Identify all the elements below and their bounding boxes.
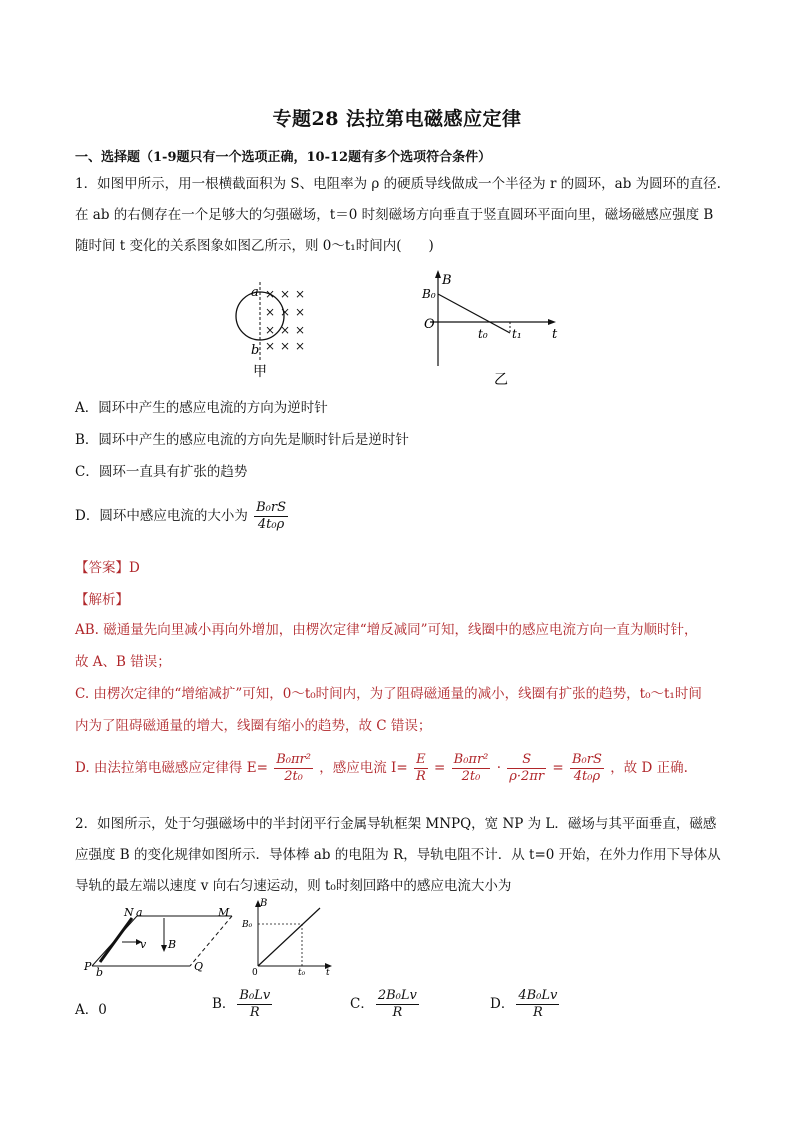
y-axis-arrow [435, 270, 441, 278]
svg-text:×: × [295, 287, 306, 301]
q1-figure-jia [225, 276, 325, 381]
fraction-numerator: B₀rS [256, 500, 287, 515]
q1-option-a: A．圆环中产生的感应电流的方向为逆时针 [75, 400, 328, 416]
field-arrow-head [161, 945, 167, 952]
fraction-numerator: E [414, 752, 428, 769]
svg-text:×: × [295, 323, 306, 337]
option-prefix: D． [490, 996, 515, 1012]
fraction-denominator: 4t₀ρ [573, 769, 601, 784]
formula-fraction-3 [452, 752, 491, 785]
fraction-numerator: B₀πr² [276, 752, 311, 767]
formula-suffix: ，故 D 正确. [610, 760, 688, 776]
q2-text-line-1: 2．如图所示，处于匀强磁场中的半封闭平行金属导轨框架 MNPQ，宽 NP 为 L．磁场与其平面垂直，磁感 [75, 816, 717, 832]
axis-label-t: t [552, 327, 558, 342]
q1-option-b: B．圆环中产生的感应电流的方向先是顺时针后是逆时针 [75, 432, 409, 448]
b-t-line [438, 294, 510, 333]
explanation-c-line-1: C. 由楞次定律的“增缩减扩”可知，0～t₀时间内，为了阻碍磁通量的减小，线圈有扩张的趋势，t₀～t₁时间 [75, 686, 702, 702]
label-q: Q [194, 960, 204, 973]
label-origin: O [424, 317, 435, 332]
q2-bt-graph [240, 896, 340, 976]
fraction-numerator: 2B₀Lv [377, 988, 417, 1003]
page-title: 专题28 法拉第电磁感应定律 [272, 108, 522, 130]
svg-text:×: × [280, 305, 291, 319]
fraction-denominator: R [532, 1005, 543, 1020]
fraction-denominator: 2t₀ [284, 769, 303, 784]
formula-fraction-2 [414, 752, 428, 785]
svg-text:×: × [265, 339, 276, 353]
svg-text:×: × [265, 323, 276, 337]
answer-label: 【答案】D [75, 560, 140, 576]
magnetic-field-crosses [265, 287, 305, 353]
option-d-fraction [254, 500, 288, 533]
q2-text-line-2: 应强度 B 的变化规律如图所示．导体棒 ab 的电阻为 R，导轨电阻不计．从 t=0 开始，在外力作用下导体从 [75, 847, 721, 863]
q1-text-line-3: 随时间 t 变化的关系图象如图乙所示，则 0～t₁时间内( ) [75, 238, 434, 254]
axis-label-b: B [260, 898, 268, 909]
fraction-numerator: B₀rS [572, 752, 602, 767]
fraction-numerator: B₀Lv [239, 988, 271, 1003]
multiply-dot: · [496, 760, 501, 776]
option-fraction [376, 988, 419, 1021]
fraction-denominator: 2t₀ [461, 769, 481, 784]
fig-caption-yi: 乙 [494, 372, 508, 386]
q2-rail-figure [82, 906, 242, 976]
q2-text-line-3: 导轨的最左端以速度 v 向右匀速运动，则 t₀时刻回路中的感应电流大小为 [75, 878, 512, 894]
q1-figure-yi [420, 266, 570, 386]
option-fraction [237, 988, 272, 1021]
svg-text:×: × [265, 287, 276, 301]
fig-caption-jia: 甲 [253, 364, 267, 380]
fraction-denominator: R [415, 769, 426, 784]
q2-option-a: A．0 [75, 1002, 107, 1018]
b-t-line [258, 908, 320, 966]
fraction-denominator: 4t₀ρ [257, 517, 285, 532]
label-b: b [96, 966, 104, 976]
explanation-ab-line-2: 故 A、B 错误； [75, 654, 171, 670]
x-axis-arrow [548, 319, 556, 325]
fraction-numerator: S [507, 752, 546, 769]
option-d-prefix: D．圆环中感应电流的大小为 [75, 508, 248, 524]
q1-text-line-1: 1．如图甲所示，用一根横截面积为 S、电阻率为 ρ 的硬质导线做成一个半径为 r 的圆环，ab 为圆环的直径. [75, 176, 721, 192]
dashed-edge [190, 916, 232, 966]
formula-fraction-5 [570, 752, 604, 785]
label-b: b [251, 343, 260, 358]
option-fraction [516, 988, 559, 1021]
explanation-c-line-2: 内为了阻碍磁通量的增大，线圈有缩小的趋势，故 C 错误； [75, 718, 432, 734]
axis-label-t: t [326, 968, 330, 976]
label-t0: t₀ [298, 968, 306, 976]
fraction-denominator: R [392, 1005, 403, 1020]
svg-text:×: × [295, 339, 306, 353]
formula-middle-text: ，感应电流 I= [319, 760, 408, 776]
label-field-b: B [168, 938, 177, 951]
label-n: N [124, 906, 134, 919]
label-b0: B₀ [242, 920, 253, 930]
conductor-rod [100, 918, 132, 962]
label-v: v [140, 938, 147, 951]
svg-text:×: × [265, 305, 276, 319]
section-heading: 一、选择题（1-9题只有一个选项正确，10-12题有多个选项符合条件） [75, 150, 492, 165]
fraction-denominator: ρ·2πr [509, 769, 545, 784]
label-t1: t₁ [512, 327, 522, 341]
option-prefix: B． [212, 996, 236, 1012]
q1-option-c: C．圆环一直具有扩张的趋势 [75, 464, 248, 480]
label-a: a [251, 285, 259, 300]
option-prefix: C． [350, 996, 374, 1012]
formula-fraction-4 [507, 752, 546, 785]
fraction-numerator: 4B₀Lv [518, 988, 558, 1003]
label-a: a [136, 906, 143, 919]
formula-prefix: D. 由法拉第电磁感应定律得 E= [75, 760, 268, 776]
label-b0: B₀ [422, 287, 436, 301]
q1-option-d [75, 500, 290, 533]
svg-text:×: × [280, 287, 291, 301]
label-p: P [84, 960, 92, 973]
svg-text:×: × [280, 339, 291, 353]
label-t0: t₀ [478, 327, 488, 341]
label-m: M [218, 906, 230, 919]
fraction-denominator: R [249, 1005, 260, 1020]
explanation-ab-line-1: AB. 磁通量先向里减小再向外增加，由楞次定律“增反减同”可知，线圈中的感应电流方向一直为顺时针， [75, 622, 698, 638]
q2-option-c [350, 988, 421, 1021]
formula-fraction-1 [274, 752, 313, 785]
q2-option-d [490, 988, 561, 1021]
analysis-label: 【解析】 [75, 592, 129, 608]
equals-sign: = [434, 760, 446, 776]
axis-label-b: B [442, 273, 452, 288]
equals-sign: = [552, 760, 564, 776]
explanation-d-formula [75, 752, 688, 785]
label-origin: 0 [252, 968, 258, 976]
fraction-numerator: B₀πr² [453, 752, 489, 767]
q2-option-b [212, 988, 274, 1021]
svg-text:×: × [280, 323, 291, 337]
svg-text:×: × [295, 305, 306, 319]
q1-text-line-2: 在 ab 的右侧存在一个足够大的匀强磁场，t＝0 时刻磁场方向垂直于竖直圆环平面向里，磁场磁感应强度 B [75, 207, 714, 223]
